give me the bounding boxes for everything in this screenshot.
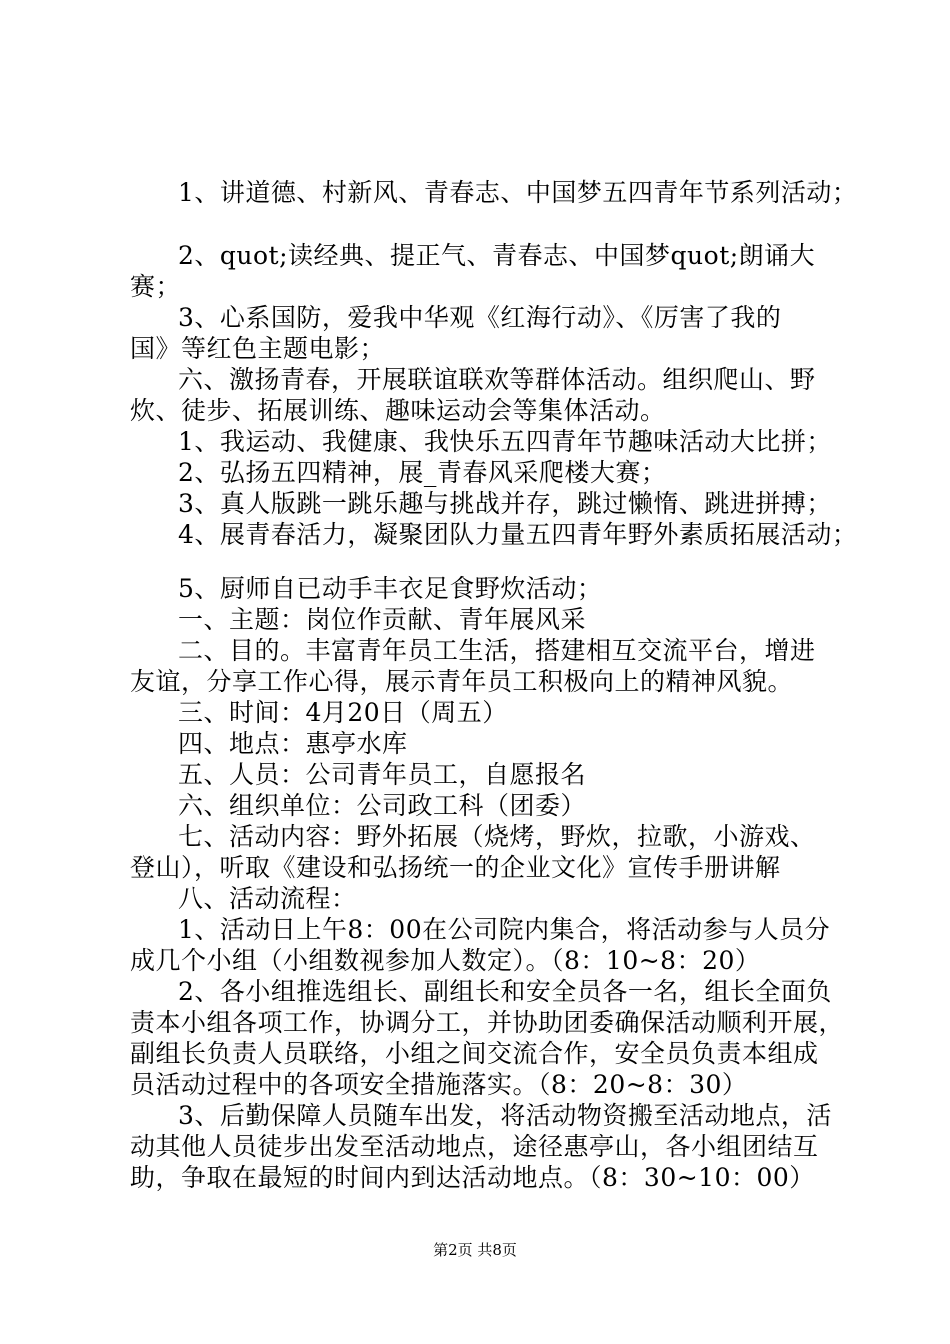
text-line: 动其他人员徒步出发至活动地点，途径惠亭山，各小组团结互 [130, 1132, 819, 1161]
text-line: 登山），听取《建设和弘扬统一的企业文化》宣传手册讲解 [130, 853, 781, 882]
text-line: 四、地点：惠亭水库 [178, 729, 408, 758]
text-line: 助，争取在最短的时间内到达活动地点。（8：30~10：00） [130, 1163, 815, 1192]
text-line: 3、后勤保障人员随车出发，将活动物资搬至活动地点，活 [178, 1101, 832, 1130]
text-line: 二、目的。丰富青年员工生活，搭建相互交流平台，增进 [178, 636, 816, 665]
text-line: 2、各小组推选组长、副组长和安全员各一名，组长全面负 [178, 977, 832, 1006]
text-line: 一、主题：岗位作贡献、青年展风采 [178, 605, 587, 634]
text-line: 三、时间：4月20日（周五） [178, 698, 508, 727]
text-line: 六、激扬青春，开展联谊联欢等群体活动。组织爬山、野 [178, 365, 816, 394]
text-line: 2、弘扬五四精神，展_青春风采爬楼大赛； [178, 458, 667, 487]
text-line: 八、活动流程： [178, 884, 357, 913]
text-line: 七、活动内容：野外拓展（烧烤，野炊，拉歌，小游戏、 [178, 822, 816, 851]
text-line: 炊、徒步、拓展训练、趣味运动会等集体活动。 [130, 396, 666, 425]
text-line: 1、我运动、我健康、我快乐五四青年节趣味活动大比拼； [178, 427, 832, 456]
text-line: 副组长负责人员联络，小组之间交流合作，安全员负责本组成 [130, 1039, 819, 1068]
text-line: 5、厨师自已动手丰衣足食野炊活动； [178, 574, 603, 603]
text-line: 3、心系国防，爱我中华观《红海行动》、《厉害了我的 [178, 303, 782, 332]
text-line: 责本小组各项工作，协调分工，并协助团委确保活动顺利开展， [130, 1008, 845, 1037]
text-line: 3、真人版跳一跳乐趣与挑战并存，跳过懒惰、跳进拼搏； [178, 489, 832, 518]
text-line: 六、组织单位：公司政工科（团委） [178, 791, 587, 820]
text-line: 成几个小组（小组数视参加人数定）。（8：10~8：20） [130, 946, 761, 975]
text-line: 国》等红色主题电影； [130, 334, 386, 363]
text-line: 1、讲道德、村新风、青春志、中国梦五四青年节系列活动； [178, 178, 858, 207]
text-line: 友谊，分享工作心得，展示青年员工积极向上的精神风貌。 [130, 667, 794, 696]
page-footer: 第2页 共8页 [433, 1241, 517, 1259]
text-line: 4、展青春活力，凝聚团队力量五四青年野外素质拓展活动； [178, 520, 858, 549]
text-line: 五、人员：公司青年员工，自愿报名 [178, 760, 587, 789]
text-line: 员活动过程中的各项安全措施落实。（8：20~8：30） [130, 1070, 748, 1099]
text-line: 1、活动日上午8：00在公司院内集合，将活动参与人员分 [178, 915, 831, 944]
text-line: 2、quot;读经典、提正气、青春志、中国梦quot;朗诵大 [178, 241, 816, 270]
text-line: 赛； [130, 272, 182, 301]
